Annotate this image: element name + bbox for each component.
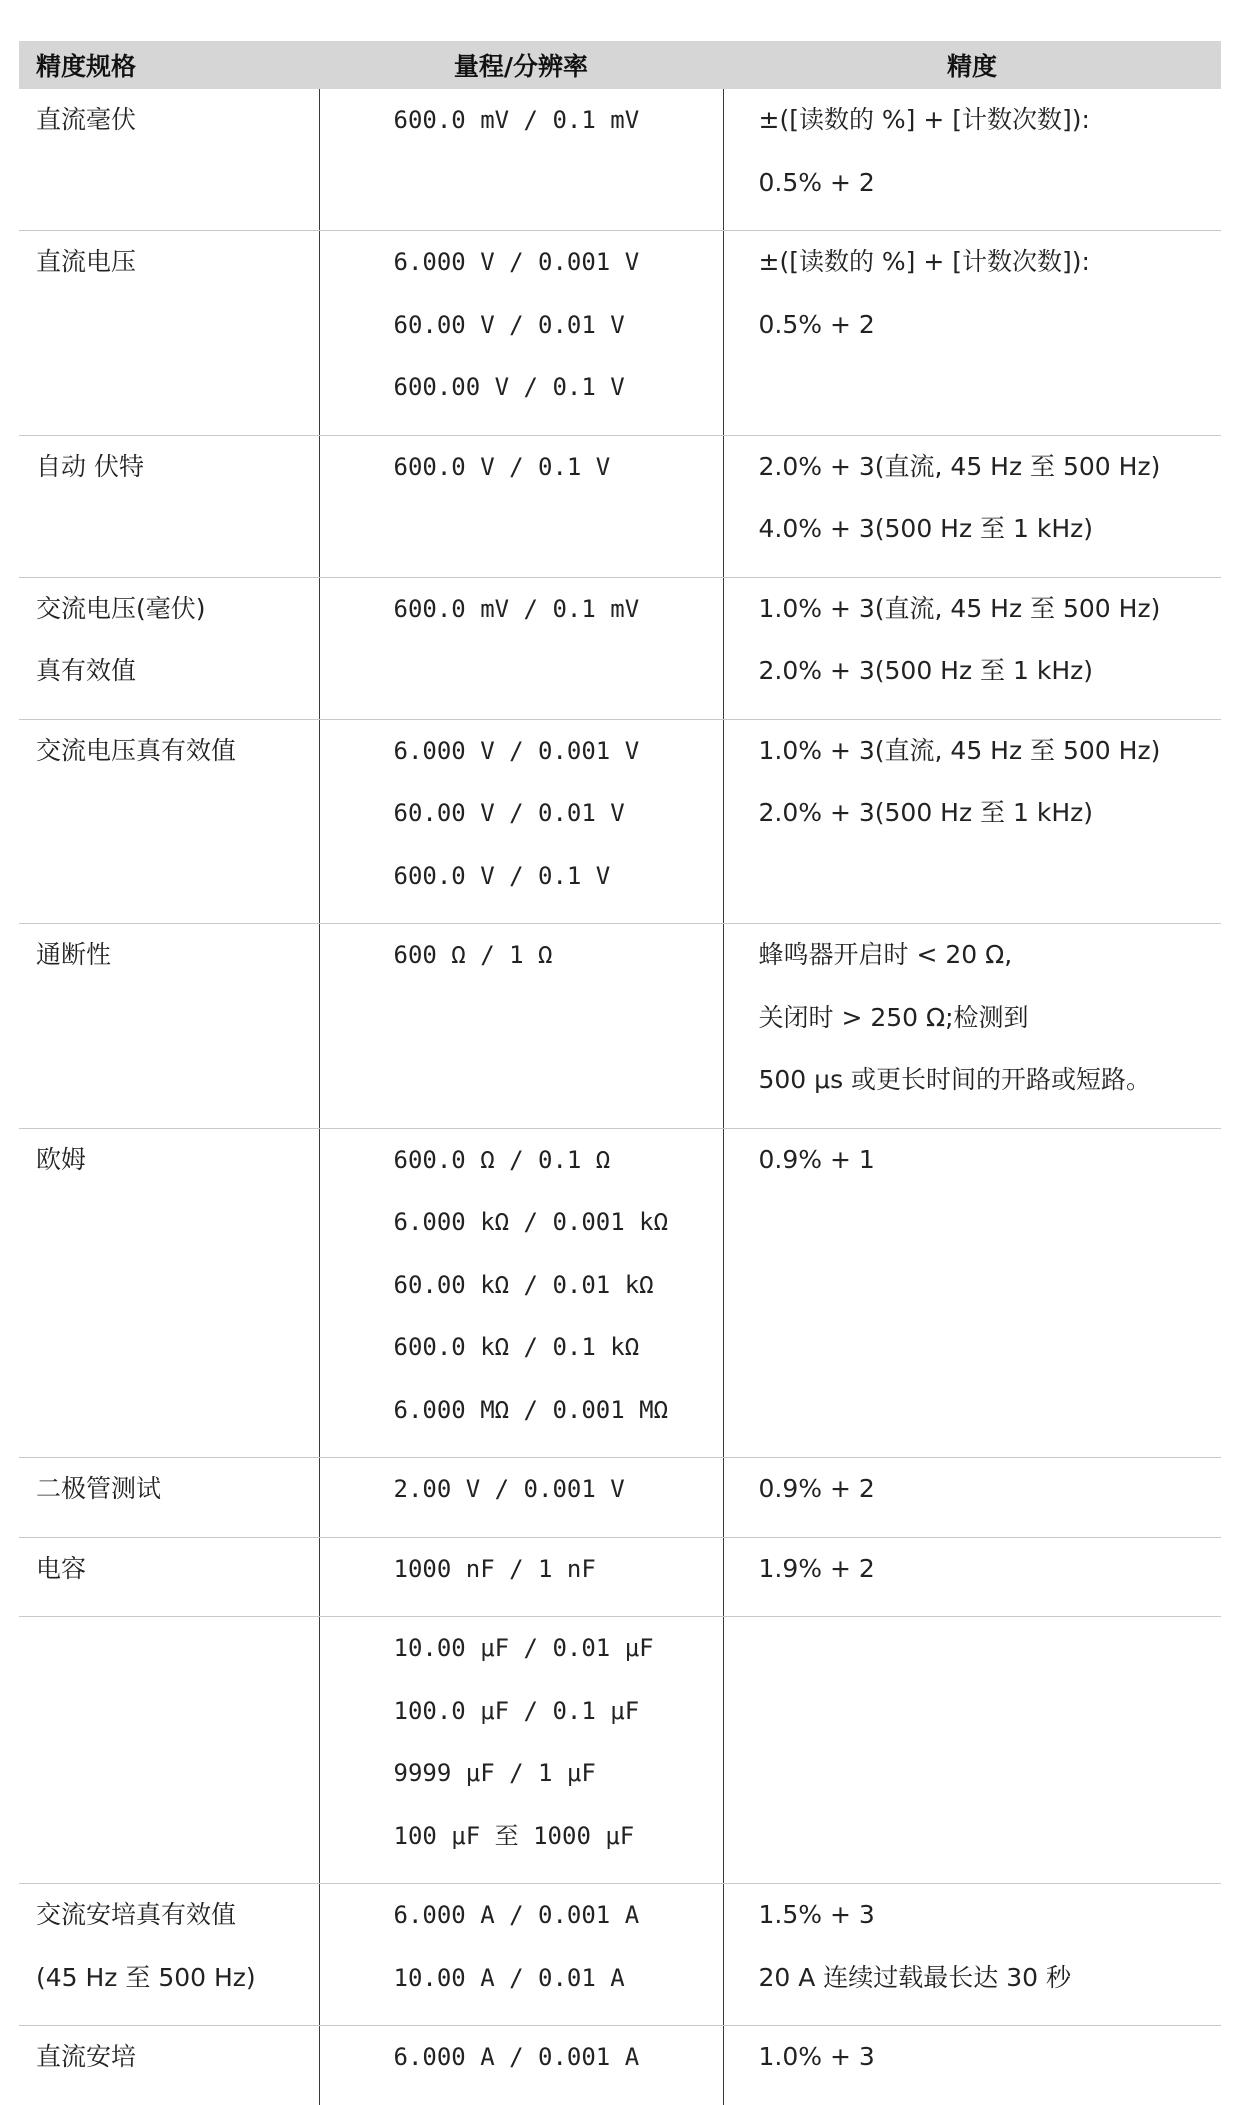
accuracy-value-cell: [723, 1617, 1221, 1884]
spec-name: [36, 1625, 319, 1688]
accuracy-value-cell: [723, 1537, 1221, 1617]
range-value: 600.0 Ω / 0.1 Ω: [393, 1145, 611, 1174]
spec-name-cell: [19, 1884, 319, 2026]
range-value-cell: [319, 1617, 723, 1884]
range-value: [394, 160, 723, 223]
range-value-cell: [319, 2026, 723, 2105]
spec-name: 直流安培: [36, 2042, 137, 2071]
table-row: [19, 231, 1221, 436]
spec-name: [36, 1813, 319, 1876]
spec-name: 交流电压(毫伏): [36, 593, 206, 623]
accuracy-value: 2.0% + 3(500 Hz 至 1 kHz): [758, 656, 1093, 685]
accuracy-value: 2.0% + 3(直流, 45 Hz 至 500 Hz): [758, 451, 1161, 481]
spec-name-cell: [19, 231, 319, 436]
accuracy-value: 0.5% + 2: [758, 309, 875, 339]
spec-name: [36, 160, 319, 223]
spec-name-cell: [19, 1537, 319, 1617]
spec-name: 直流电压: [36, 247, 137, 276]
range-value: 60.00 V / 0.01 V: [393, 799, 625, 827]
spec-name: (45 Hz 至 500 Hz): [36, 1962, 256, 1992]
accuracy-value-cell: [723, 231, 1221, 436]
spec-name: 自动 伏特: [36, 451, 144, 481]
spec-name: 通断性: [36, 940, 112, 969]
spec-name-cell: [19, 577, 319, 719]
accuracy-value: 2.0% + 3(500 Hz 至 1 kHz): [758, 798, 1093, 827]
accuracy-value: [759, 1199, 1222, 1262]
header-range: 量程/分辨率: [319, 41, 723, 89]
table-row: [19, 89, 1221, 231]
range-value-cell: [319, 435, 723, 577]
range-value: 2.00 V / 0.001 V: [393, 1475, 625, 1503]
spec-name: 二极管测试: [36, 1474, 162, 1503]
accuracy-value: [759, 1324, 1222, 1387]
spec-name: [36, 1057, 319, 1120]
table-row: [19, 1458, 1221, 1538]
table-row: [19, 924, 1221, 1129]
table-row: [19, 2026, 1221, 2105]
table-header: [19, 41, 1221, 89]
accuracy-value: [759, 1625, 1222, 1688]
spec-name: 电容: [36, 1553, 87, 1583]
accuracy-value-cell: [723, 435, 1221, 577]
accuracy-value-cell: [723, 577, 1221, 719]
range-value: 600.0 mV / 0.1 mV: [393, 594, 640, 623]
spec-name: [36, 1324, 319, 1387]
accuracy-value: 关闭时 > 250 Ω;检测到: [758, 1002, 1029, 1032]
accuracy-value: 0.5% + 2: [758, 167, 875, 197]
range-value-cell: [319, 1458, 723, 1538]
accuracy-value-cell: [723, 2026, 1221, 2105]
range-value: 6.000 A / 0.001 A: [393, 2043, 640, 2071]
accuracy-value: 1.0% + 3(直流, 45 Hz 至 500 Hz): [758, 735, 1161, 765]
spec-name: [36, 364, 319, 427]
accuracy-value-cell: [723, 719, 1221, 924]
table-row: [19, 577, 1221, 719]
accuracy-value-cell: [723, 924, 1221, 1129]
spec-name-cell: [19, 89, 319, 231]
range-value-cell: [319, 89, 723, 231]
header-accuracy: 精度: [723, 41, 1221, 89]
accuracy-value: [759, 1813, 1222, 1876]
spec-name: 交流电压真有效值: [36, 735, 237, 765]
range-value-cell: [319, 1128, 723, 1458]
header-spec: 精度规格: [19, 41, 319, 89]
spec-name-cell: [19, 2026, 319, 2105]
accuracy-value: [759, 1688, 1222, 1751]
range-value: 600.00 V / 0.1 V: [393, 373, 625, 401]
accuracy-value: [759, 1387, 1222, 1450]
range-value: 600.0 kΩ / 0.1 kΩ: [393, 1333, 640, 1361]
spec-name: [36, 853, 319, 916]
range-value: 60.00 kΩ / 0.01 kΩ: [393, 1270, 654, 1299]
range-value: 6.000 kΩ / 0.001 kΩ: [393, 1208, 669, 1236]
range-value-cell: [319, 1884, 723, 2026]
range-value: 600 Ω / 1 Ω: [393, 941, 553, 969]
accuracy-value: 0.9% + 1: [758, 1144, 875, 1174]
spec-name-cell: [19, 719, 319, 924]
range-value: 600.0 mV / 0.1 mV: [393, 106, 640, 134]
range-value-cell: [319, 719, 723, 924]
accuracy-value: [759, 364, 1222, 427]
table-row: [19, 1537, 1221, 1617]
spec-name: [36, 1199, 319, 1262]
spec-name-cell: [19, 924, 319, 1129]
range-value: 6.000 V / 0.001 V: [393, 248, 640, 276]
spec-name-cell: [19, 435, 319, 577]
range-value: 100.0 μF / 0.1 μF: [393, 1696, 640, 1725]
range-value: 10.00 A / 0.01 A: [393, 1963, 625, 1992]
table-row: [19, 1884, 1221, 2026]
range-value: [394, 648, 723, 711]
spec-name: [36, 506, 319, 569]
spec-name: 交流安培真有效值: [36, 1900, 237, 1929]
spec-name: [36, 790, 319, 853]
accuracy-value: 500 μs 或更长时间的开路或短路。: [758, 1065, 1152, 1094]
accuracy-value: [759, 853, 1222, 916]
spec-name: 真有效值: [36, 656, 137, 685]
spec-name: [36, 1688, 319, 1751]
table-body: [19, 89, 1221, 2105]
range-value-cell: [319, 1537, 723, 1617]
spec-name: [36, 302, 319, 365]
range-value: [394, 506, 723, 569]
range-value: 600.0 V / 0.1 V: [393, 861, 611, 890]
spec-name-cell: [19, 1458, 319, 1538]
accuracy-value: 1.9% + 2: [758, 1553, 875, 1583]
accuracy-value: 4.0% + 3(500 Hz 至 1 kHz): [758, 514, 1093, 543]
accuracy-value: [759, 1262, 1222, 1325]
spec-name: [36, 995, 319, 1058]
spec-name: [36, 1262, 319, 1325]
range-value: 6.000 A / 0.001 A: [393, 1901, 640, 1929]
range-value-cell: [319, 231, 723, 436]
header-row: [19, 41, 1221, 89]
range-value: 9999 μF / 1 μF: [393, 1759, 596, 1787]
range-value: [394, 995, 723, 1058]
table-row: [19, 435, 1221, 577]
accuracy-value: 1.5% + 3: [758, 1900, 875, 1929]
accuracy-value: 1.0% + 3(直流, 45 Hz 至 500 Hz): [758, 593, 1161, 623]
accuracy-value: 0.9% + 2: [758, 1474, 875, 1503]
accuracy-value: [759, 1750, 1222, 1813]
range-value: 6.000 MΩ / 0.001 MΩ: [393, 1395, 669, 1424]
range-value: 10.00 μF / 0.01 μF: [393, 1634, 654, 1662]
range-value-cell: [319, 577, 723, 719]
table-row: [19, 1128, 1221, 1458]
spec-name: [36, 1750, 319, 1813]
spec-name-cell: [19, 1128, 319, 1458]
range-value: [394, 1057, 723, 1120]
accuracy-value: 1.0% + 3: [758, 2042, 875, 2071]
accuracy-value: ±([读数的 %] + [计数次数]):: [758, 105, 1090, 134]
table-row: [19, 719, 1221, 924]
spec-table: [19, 41, 1221, 2105]
accuracy-value-cell: [723, 1458, 1221, 1538]
accuracy-value-cell: [723, 89, 1221, 231]
spec-name: [36, 1387, 319, 1450]
range-value: 1000 nF / 1 nF: [393, 1554, 596, 1583]
table-row: [19, 1617, 1221, 1884]
range-value-cell: [319, 924, 723, 1129]
accuracy-value-cell: [723, 1128, 1221, 1458]
range-value: 6.000 V / 0.001 V: [393, 736, 640, 765]
spec-name-cell: [19, 1617, 319, 1884]
range-value: 100 μF 至 1000 μF: [393, 1821, 635, 1850]
accuracy-value: ±([读数的 %] + [计数次数]):: [758, 247, 1090, 276]
range-value: 600.0 V / 0.1 V: [393, 452, 611, 481]
range-value: 60.00 V / 0.01 V: [393, 310, 625, 339]
spec-name: 直流毫伏: [36, 105, 137, 134]
accuracy-value: 20 A 连续过载最长达 30 秒: [758, 1962, 1072, 1992]
accuracy-value-cell: [723, 1884, 1221, 2026]
accuracy-value: 蜂鸣器开启时 < 20 Ω,: [758, 940, 1013, 969]
spec-name: 欧姆: [36, 1144, 87, 1174]
